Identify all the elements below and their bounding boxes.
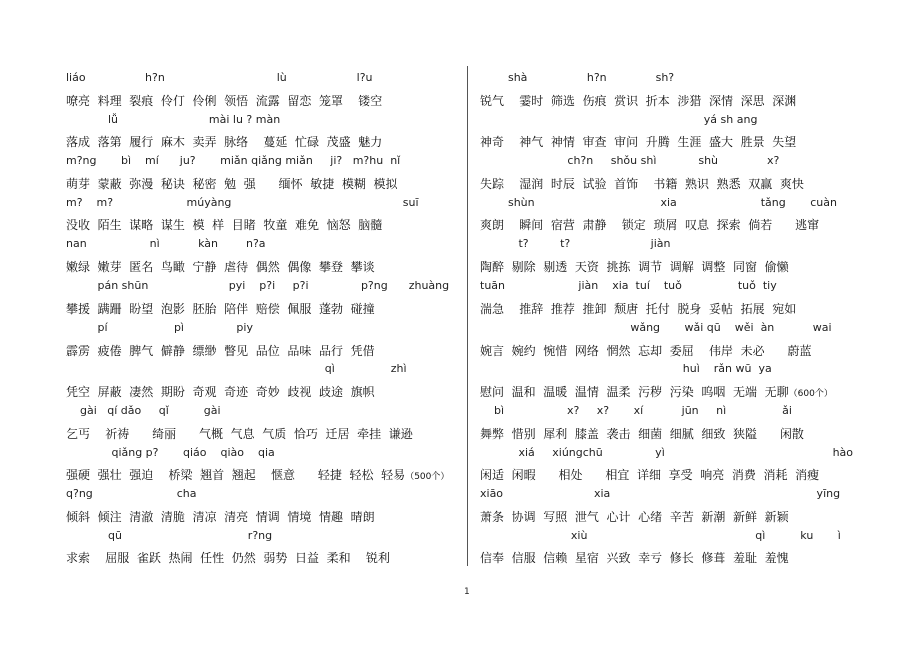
word-row: 信奉 信服 信赖 星宿 兴致 幸亏 修长 修葺 羞耻 羞愧: [480, 551, 789, 565]
word-row: 嘹亮 料理 裂痕 伶仃 伶俐 领悟 流露 留恋 笼罩 镂空: [66, 94, 383, 108]
pinyin-line: ch?n shǒu shì shù x?: [480, 154, 780, 167]
pinyin-line: xiá xiúngchū yì hào: [480, 446, 854, 459]
pinyin-line: xiù qì ku ì: [480, 529, 841, 542]
pinyin-line: shùn xia tǎng cuàn: [480, 196, 837, 209]
pinyin-line: qū r?ng: [66, 529, 273, 542]
word-row: [66, 468, 449, 484]
pinyin-line: shà h?n sh?: [480, 71, 675, 84]
word-row: 失踪 湿润 时辰 试验 首饰 书籍 熟识 熟悉 双赢 爽快: [480, 177, 804, 191]
word-row: 锐气 霎时 筛选 伤痕 赏识 折本 涉猎 深情 深思 深渊: [480, 94, 797, 108]
word-row-text: 强硬 强壮 强迫 桥梁 翘首 翘起 惬意 轻捷 轻松 轻易: [66, 468, 406, 482]
word-row: 闲适 闲暇 相处 相宜 详细 享受 响亮 消费 消耗 消瘦: [480, 468, 820, 482]
word-row: 陶醉 剔除 剔透 天资 挑拣 调节 调解 调整 同窗 偷懒: [480, 260, 789, 274]
word-row: 湍急 推辞 推荐 推卸 颓唐 托付 脱身 妥帖 拓展 宛如: [480, 302, 797, 316]
word-row: 没收 陌生 谋略 谋生 模 样 目睹 牧童 难免 恼怒 脑髓: [66, 218, 383, 232]
word-row: 婉言 婉约 惋惜 网络 惘然 忘却 委屈 伟岸 未必 蔚蓝: [480, 344, 812, 358]
pinyin-line: pí pì piy: [66, 321, 253, 334]
pinyin-line: m? m? múyàng suī: [66, 196, 419, 209]
word-row: 嫩绿 嫩芽 匿名 鸟瞰 宁静 虐待 偶然 偶像 攀登 攀谈: [66, 260, 375, 274]
count-note: （500个）: [405, 472, 450, 482]
pinyin-line: liáo h?n lù l?u: [66, 71, 373, 84]
pinyin-line: nan nì kàn n?a: [66, 237, 266, 250]
pinyin-line: qiǎng p? qiáo qiào qia: [66, 446, 275, 459]
word-row: 攀援 蹒跚 盼望 泡影 胚胎 陪伴 赔偿 佩服 蓬勃 碰撞: [66, 302, 375, 316]
pinyin-line: lǚ mài lu ? màn: [66, 113, 281, 126]
pinyin-line: pán shūn pyi p?i p?i p?ng zhuàng: [66, 279, 450, 292]
word-row: 爽朗 瞬间 宿营 肃静 锁定 琐屑 叹息 探索 倘若 逃窜: [480, 218, 820, 232]
pinyin-line: bì x? x? xí jūn nì ǎi: [480, 404, 792, 417]
pinyin-line: tuān jiàn xia tuí tuǒ tuǒ tiy: [480, 279, 777, 292]
pinyin-line: gài qí dǎo qǐ gài: [66, 404, 221, 417]
word-row: 乞丐 祈祷 绮丽 气概 气息 气质 恰巧 迁居 牵挂 谦逊: [66, 427, 413, 441]
word-row: 求索 屈服 雀跃 热闹 任性 仍然 弱势 日益 柔和 锐利: [66, 551, 390, 565]
word-row-text: 慰问 温和 温暖 温情 温柔 污秽 污染 呜咽 无端 无聊: [480, 385, 789, 399]
word-row: 凭空 屏蔽 凄然 期盼 奇观 奇迹 奇妙 歧视 歧途 旗帜: [66, 385, 375, 399]
pinyin-line: huì rǎn wū ya: [480, 362, 772, 375]
pinyin-line: t? t? jiàn: [480, 237, 671, 250]
word-row: 舞弊 惜别 犀利 膝盖 袭击 细菌 细腻 细致 狭隘 闲散: [480, 427, 804, 441]
pinyin-line: wǎng wǎi qū wěi àn wai: [480, 321, 832, 334]
word-row: 霹雳 疲倦 脾气 僻静 缥缈 瞥见 品位 品味 品行 凭借: [66, 344, 375, 358]
pinyin-line: xiāo xia yīng: [480, 487, 841, 500]
page-number: 1: [464, 587, 470, 597]
word-row: [480, 385, 833, 401]
word-row: 神奇 神气 神情 审查 审问 升腾 生涯 盛大 胜景 失望: [480, 135, 797, 149]
word-row: 萧条 协调 写照 泄气 心计 心绪 辛苦 新潮 新鲜 新颖: [480, 510, 789, 524]
pinyin-line: qì zhì: [66, 362, 407, 375]
word-row: 萌芽 蒙蔽 弥漫 秘诀 秘密 勉 强 缅怀 敏捷 模糊 模拟: [66, 177, 398, 191]
pinyin-line: yá sh ang: [480, 113, 758, 126]
pinyin-line: m?ng bì mí ju? miǎn qiǎng miǎn ji? m?hu nǐ: [66, 154, 401, 167]
word-row: 倾斜 倾注 清澈 清脆 清凉 清亮 情调 情境 情趣 晴朗: [66, 510, 375, 524]
pinyin-line: q?ng cha: [66, 487, 197, 500]
column-divider: [467, 66, 468, 566]
word-row: 落成 落第 履行 麻木 卖弄 脉络 蔓延 忙碌 茂盛 魅力: [66, 135, 383, 149]
count-note: （600个）: [788, 389, 833, 399]
